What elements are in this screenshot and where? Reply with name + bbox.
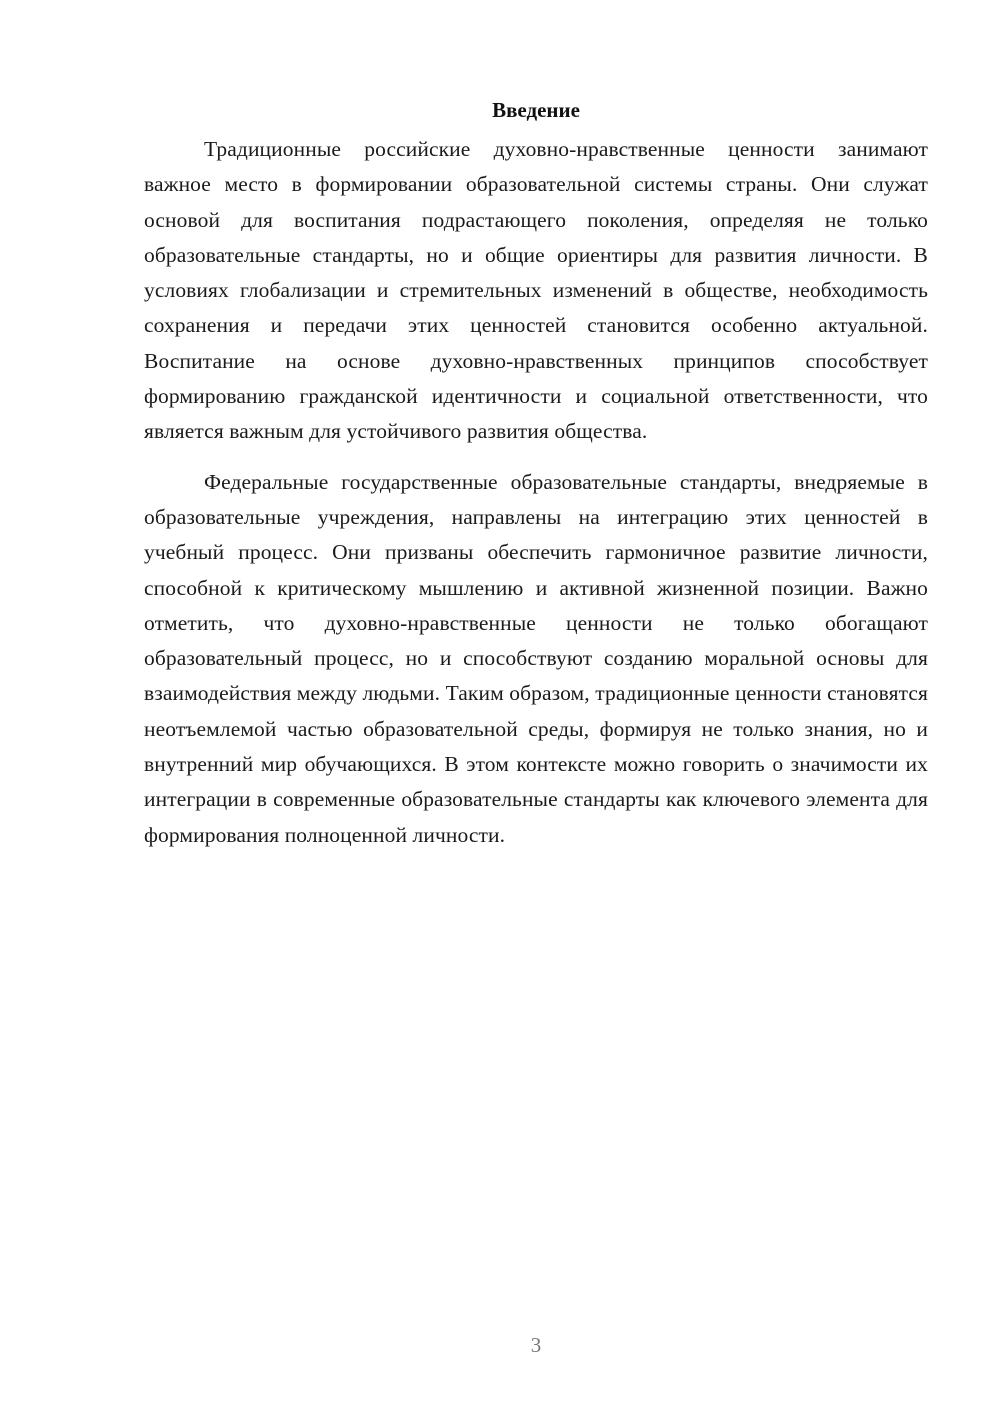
body-paragraph-2: Федеральные государственные образовательные стандарты, внедряемые в образовательные учреждения, направлены на интеграцию этих ценностей в учебный процесс. Они призваны обеспечить гармоничное развитие личности, способной к критическому мышлению и активной жизненной позиции. Важно отметить, что духовно-нравственные ценности не только обогащают образовательный процесс, но и способствуют созданию моральной основы для взаимодействия между людьми. Таким образом, традиционные ценности становятся неотъемлемой частью образовательной среды, формируя не только знания, но и внутренний мир обучающихся. В этом контексте можно говорить о значимости их интеграции в современные образовательные стандарты как ключевого элемента для формирования полноценной личности.	[144, 469, 928, 847]
page-content	[144, 92, 928, 853]
body-paragraph-1: Традиционные российские духовно-нравственные ценности занимают важное место в формировании образовательной системы страны. Они служат основой для воспитания подрастающего поколения, определяя не только образовательные стандарты, но и общие ориентиры для развития личности. В условиях глобализации и стремительных изменений в обществе, необходимость сохранения и передачи этих ценностей становится особенно актуальной. Воспитание на основе духовно-нравственных принципов способствует формированию гражданской идентичности и социальной ответственности, что является важным для устойчивого развития общества.	[144, 137, 928, 444]
section-heading: Введение	[492, 98, 580, 122]
page-number: 3	[530, 1333, 542, 1357]
